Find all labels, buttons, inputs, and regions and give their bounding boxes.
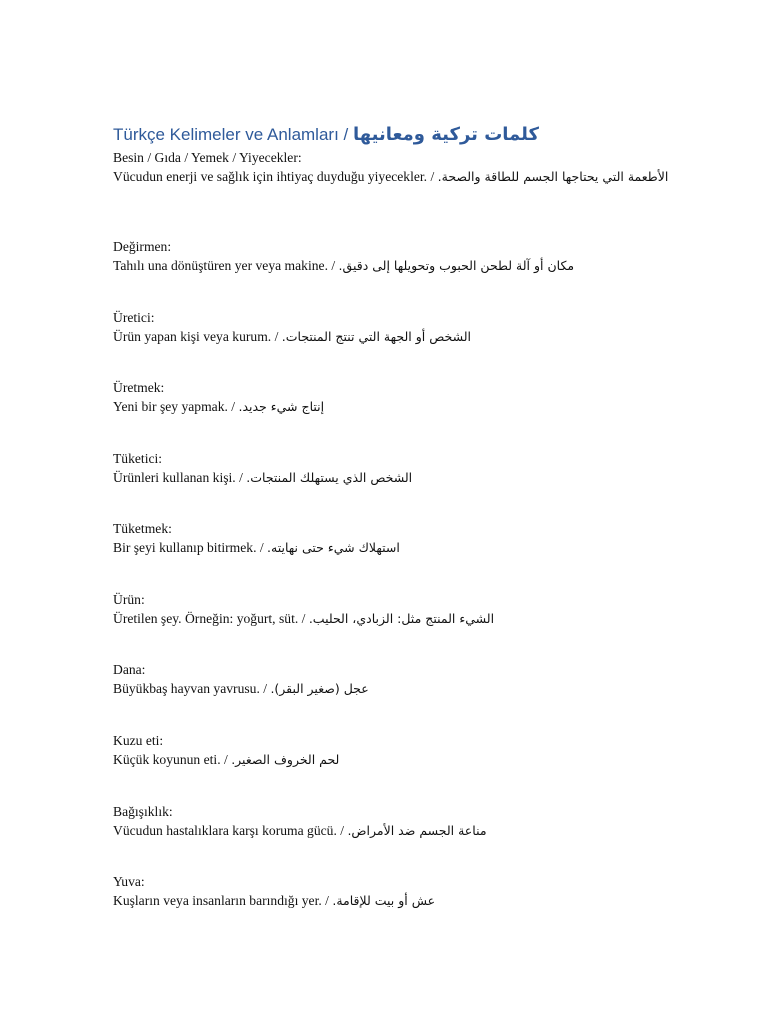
entry-definition	[113, 538, 673, 557]
definition-arabic: عش أو بيت للإقامة.	[332, 893, 436, 908]
definition-turkish: Üretilen şey. Örneğin: yoğurt, süt. /	[113, 611, 309, 626]
definition-turkish: Tahılı una dönüştüren yer veya makine. /	[113, 258, 339, 273]
entry-definition	[113, 256, 673, 275]
entry-term: Üretmek:	[113, 380, 165, 395]
definition-arabic: استهلاك شيء حتى نهايته.	[267, 540, 400, 555]
definition-turkish: Bir şeyi kullanıp bitirmek. /	[113, 540, 268, 555]
entry-tuketici	[113, 449, 673, 487]
entry-kuzu-eti	[113, 731, 673, 769]
entry-term: Değirmen:	[113, 239, 172, 254]
definition-arabic: عجل (صغير البقر).	[270, 681, 369, 696]
title-turkish: Türkçe Kelimeler ve Anlamları /	[113, 125, 353, 144]
entry-definition	[113, 821, 673, 840]
entry-term: Besin / Gıda / Yemek / Yiyecekler:	[113, 150, 302, 165]
entry-term: Ürün:	[113, 592, 145, 607]
definition-turkish: Küçük koyunun eti. /	[113, 752, 232, 767]
entry-bagisiklik	[113, 802, 673, 840]
entry-definition	[113, 167, 673, 186]
entry-definition	[113, 750, 673, 769]
entry-uretmek	[113, 378, 673, 416]
definition-turkish: Ürünleri kullanan kişi. /	[113, 470, 247, 485]
entry-definition	[113, 468, 673, 487]
entry-yuva	[113, 872, 673, 910]
entry-term: Bağışıklık:	[113, 804, 173, 819]
entry-definition	[113, 891, 673, 910]
definition-arabic: إنتاج شيء جديد.	[238, 399, 325, 414]
entry-besin	[113, 148, 673, 186]
definition-arabic: مناعة الجسم ضد الأمراض.	[347, 823, 487, 838]
entry-definition	[113, 397, 673, 416]
definition-turkish: Kuşların veya insanların barındığı yer. /	[113, 893, 333, 908]
definition-turkish: Vücudun enerji ve sağlık için ihtiyaç duyduğu yiyecekler. /	[113, 169, 438, 184]
entry-definition	[113, 327, 673, 346]
definition-arabic: لحم الخروف الصغير.	[231, 752, 340, 767]
definition-arabic: الأطعمة التي يحتاجها الجسم للطاقة والصحة.	[437, 169, 669, 184]
entry-definition	[113, 609, 673, 628]
definition-turkish: Büyükbaş hayvan yavrusu. /	[113, 681, 271, 696]
entry-dana	[113, 660, 673, 698]
definition-arabic: الشخص أو الجهة التي تنتج المنتجات.	[281, 329, 472, 344]
entry-uretici	[113, 308, 673, 346]
entry-urun	[113, 590, 673, 628]
definition-turkish: Vücudun hastalıklara karşı koruma gücü. /	[113, 823, 348, 838]
document-title	[113, 122, 673, 148]
entry-term: Tüketmek:	[113, 521, 172, 536]
title-arabic: كلمات تركية ومعانيها	[352, 124, 539, 145]
entry-term: Üretici:	[113, 310, 155, 325]
entry-degirmen	[113, 237, 673, 275]
entry-term: Yuva:	[113, 874, 145, 889]
definition-turkish: Ürün yapan kişi veya kurum. /	[113, 329, 282, 344]
definition-arabic: الشخص الذي يستهلك المنتجات.	[246, 470, 413, 485]
entry-definition	[113, 679, 673, 698]
definition-arabic: مكان أو آلة لطحن الحبوب وتحويلها إلى دقيق.	[338, 258, 575, 273]
entry-term: Dana:	[113, 662, 146, 677]
definition-arabic: الشيء المنتج مثل: الزبادي، الحليب.	[308, 611, 495, 626]
entry-term: Kuzu eti:	[113, 733, 164, 748]
entry-tuketmek	[113, 519, 673, 557]
definition-turkish: Yeni bir şey yapmak. /	[113, 399, 239, 414]
entry-term: Tüketici:	[113, 451, 163, 466]
